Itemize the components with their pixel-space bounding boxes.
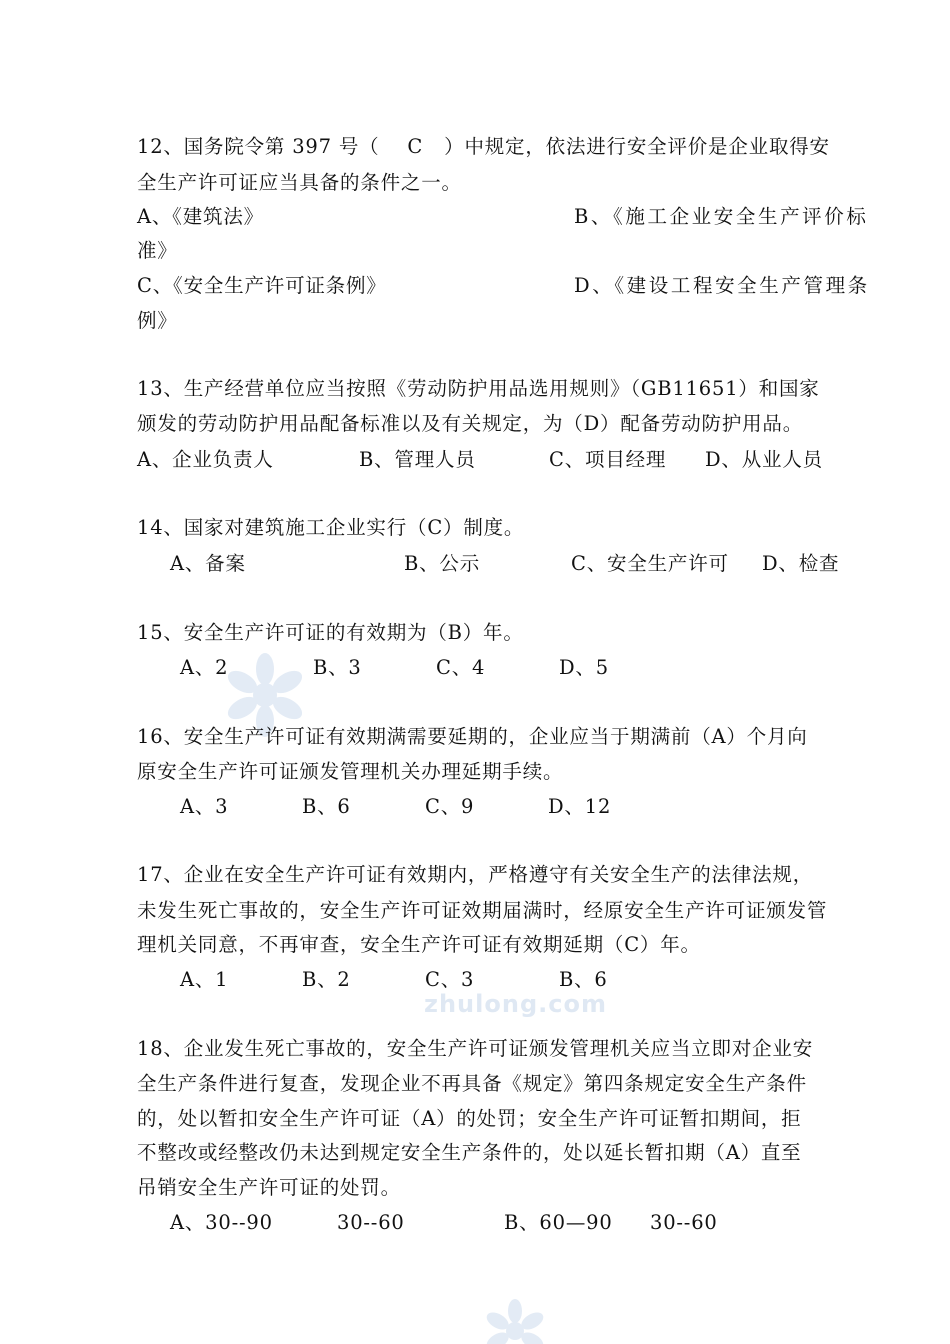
question-15-line-1: 15、安全生产许可证的有效期为（B）年。 <box>137 621 524 644</box>
question-15-option-c: C、4 <box>436 656 486 679</box>
question-18-option-b-2: 30--60 <box>650 1211 718 1234</box>
question-18-line-5: 吊销安全生产许可证的处罚。 <box>137 1176 401 1199</box>
question-12-option-c: C、《安全生产许可证条例》 <box>137 274 387 297</box>
watermark-text: zhulong.com <box>424 990 607 1018</box>
question-14-line-1: 14、国家对建筑施工企业实行（C）制度。 <box>137 516 525 539</box>
question-18-line-3: 的，处以暂扣安全生产许可证（A）的处罚；安全生产许可证暂扣期间，拒 <box>137 1107 802 1130</box>
question-12-option-d-cont: 例》 <box>137 309 178 332</box>
question-16-option-a: A、3 <box>180 795 229 818</box>
question-17-line-2: 未发生死亡事故的，安全生产许可证效期届满时，经原安全生产许可证颁发管 <box>137 899 828 922</box>
question-15-option-a: A、2 <box>180 656 229 679</box>
question-18-line-4: 不整改或经整改仍未达到规定安全生产条件的，处以延长暂扣期（A）直至 <box>137 1141 802 1164</box>
question-12-option-b-cont: 准》 <box>137 239 178 262</box>
question-15-option-b: B、3 <box>313 656 362 679</box>
question-16-line-1: 16、安全生产许可证有效期满需要延期的，企业应当于期满前（A）个月向 <box>137 725 808 748</box>
question-18-option-a-2: 30--60 <box>337 1211 405 1234</box>
question-17-line-3: 理机关同意，不再审查，安全生产许可证有效期延期（C）年。 <box>137 933 701 956</box>
question-16-option-d: D、12 <box>548 795 612 818</box>
question-13-option-d: D、从业人员 <box>705 448 823 471</box>
question-13-line-2: 颁发的劳动防护用品配备标准以及有关规定，为（D）配备劳动防护用品。 <box>137 412 804 435</box>
question-13-line-1: 13、生产经营单位应当按照《劳动防护用品选用规则》（GB11651）和国家 <box>137 377 820 400</box>
question-16-option-b: B、6 <box>302 795 351 818</box>
question-18-option-b-1: B、60—90 <box>504 1211 613 1234</box>
question-12-option-a: A、《建筑法》 <box>137 205 264 228</box>
question-12-option-d: D、《建设工程安全生产管理条 <box>574 274 870 297</box>
question-18-option-a-1: A、30--90 <box>170 1211 273 1234</box>
question-12-line-1: 12、国务院令第 397 号（ C ）中规定，依法进行安全评价是企业取得安 <box>137 135 830 158</box>
question-18-line-1: 18、企业发生死亡事故的，安全生产许可证颁发管理机关应当立即对企业安 <box>137 1037 814 1060</box>
question-13-option-b: B、管理人员 <box>359 448 476 471</box>
question-12-option-b: B、《施工企业安全生产评价标 <box>574 205 869 228</box>
question-15-option-d: D、5 <box>559 656 609 679</box>
question-17-option-d: B、6 <box>559 968 608 991</box>
question-14-option-a: A、备案 <box>170 552 246 575</box>
question-13-option-c: C、项目经理 <box>549 448 667 471</box>
question-18-line-2: 全生产条件进行复查，发现企业不再具备《规定》第四条规定安全生产条件 <box>137 1072 807 1095</box>
question-13-option-a: A、企业负责人 <box>137 448 274 471</box>
question-16-line-2: 原安全生产许可证颁发管理机关办理延期手续。 <box>137 760 564 783</box>
question-16-option-c: C、9 <box>425 795 475 818</box>
question-17-option-c: C、3 <box>425 968 475 991</box>
watermark-logo-icon <box>480 1296 550 1344</box>
question-14-option-b: B、公示 <box>404 552 481 575</box>
question-14-option-d: D、检查 <box>762 552 840 575</box>
question-17-option-a: A、1 <box>180 968 229 991</box>
question-17-line-1: 17、企业在安全生产许可证有效期内，严格遵守有关安全生产的法律法规， <box>137 863 814 886</box>
question-12-line-2: 全生产许可证应当具备的条件之一。 <box>137 171 462 194</box>
question-14-option-c: C、安全生产许可 <box>571 552 729 575</box>
question-17-option-b: B、2 <box>302 968 351 991</box>
